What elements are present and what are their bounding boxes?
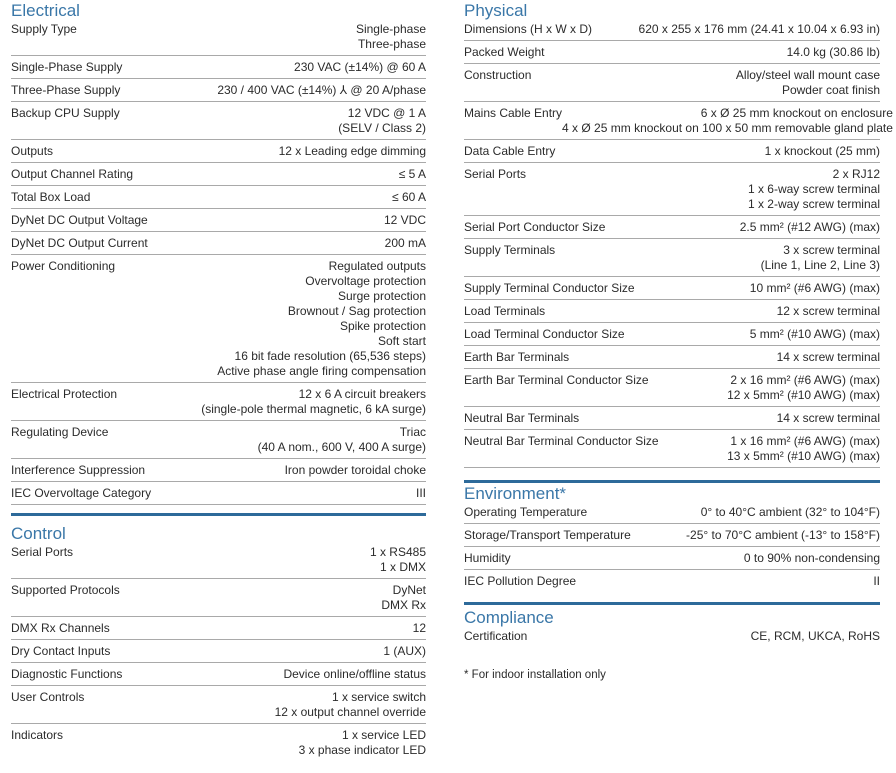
spec-row: [11, 236, 426, 255]
spec-value: [384, 213, 426, 228]
spec-value-line: 14.0 kg (30.86 lb): [786, 45, 880, 59]
spec-value: [279, 144, 426, 159]
right-column: [464, 0, 893, 683]
spec-value-line: 12 VDC: [383, 213, 426, 227]
spec-label: User Controls: [11, 690, 85, 704]
spec-label: Neutral Bar Terminals: [464, 411, 580, 425]
spec-value-line: 230 / 400 VAC (±14%) ⅄ @ 20 A/phase: [217, 83, 426, 97]
spec-value: [413, 621, 426, 636]
spec-value-line: Surge protection: [337, 289, 426, 303]
spec-row: [11, 667, 426, 686]
spec-value-line: 1 (AUX): [383, 644, 426, 658]
spec-label: Total Box Load: [11, 190, 91, 204]
spec-value-line: Device online/offline status: [283, 667, 426, 681]
spec-label: Supply Terminals: [464, 243, 556, 257]
spec-row: [11, 106, 426, 140]
spec-label: Earth Bar Terminals: [464, 350, 570, 364]
spec-value: [727, 373, 880, 403]
spec-value-line: 13 x 5mm² (#10 AWG) (max): [727, 449, 880, 463]
spec-value-line: 6 x Ø 25 mm knockout on enclosure: [700, 106, 893, 120]
spec-value: [748, 167, 880, 212]
spec-row: [11, 690, 426, 724]
spec-row: [464, 304, 880, 323]
spec-value-line: 4 x Ø 25 mm knockout on 100 x 50 mm removable gland plate: [562, 121, 893, 135]
spec-value-line: 14 x screw terminal: [776, 350, 880, 364]
spec-value-line: 12 x screw terminal: [776, 304, 880, 318]
spec-label: Construction: [464, 68, 532, 82]
spec-value: [639, 22, 880, 37]
spec-row: [464, 505, 880, 524]
spec-value: [765, 144, 880, 159]
spec-label: Serial Ports: [11, 545, 74, 559]
spec-value: [777, 350, 880, 365]
environment-heading: Environment*: [464, 484, 567, 503]
spec-value: [399, 167, 426, 182]
spec-value-line: Active phase angle firing compensation: [217, 364, 426, 378]
spec-row: [464, 68, 880, 102]
spec-value-line: ≤ 60 A: [392, 190, 426, 204]
spec-value: [294, 60, 426, 75]
spec-value: [751, 629, 880, 644]
spec-label: Diagnostic Functions: [11, 667, 123, 681]
spec-row: [464, 45, 880, 64]
physical-heading: Physical: [464, 1, 528, 20]
spec-row: [11, 545, 426, 579]
spec-value-line: II: [873, 574, 880, 588]
spec-value: [416, 486, 426, 501]
spec-label: Storage/Transport Temperature: [464, 528, 631, 542]
compliance-table: [464, 629, 880, 647]
spec-value-line: Iron powder toroidal choke: [284, 463, 426, 477]
spec-label: Humidity: [464, 551, 511, 565]
spec-label: Neutral Bar Terminal Conductor Size: [464, 434, 659, 448]
spec-value-line: (single-pole thermal magnetic, 6 kA surge): [201, 402, 426, 416]
spec-value-line: Powder coat finish: [781, 83, 880, 97]
spec-row: [464, 144, 880, 163]
spec-value: [686, 528, 880, 543]
spec-row: [464, 411, 880, 430]
spec-value-line: 1 x service switch: [331, 690, 426, 704]
spec-label: Packed Weight: [464, 45, 545, 59]
spec-value-line: Spike protection: [339, 319, 426, 333]
spec-value: [381, 583, 426, 613]
spec-value-line: 0 to 90% non-condensing: [743, 551, 880, 565]
spec-label: Earth Bar Terminal Conductor Size: [464, 373, 649, 387]
spec-row: [11, 728, 426, 761]
spec-row: [11, 60, 426, 79]
spec-label: Indicators: [11, 728, 64, 742]
spec-value-line: 620 x 255 x 176 mm (24.41 x 10.04 x 6.93 in): [638, 22, 880, 36]
spec-label: Backup CPU Supply: [11, 106, 120, 120]
spec-value-line: 12: [412, 621, 426, 635]
spec-value: [740, 220, 880, 235]
spec-value-line: (Line 1, Line 2, Line 3): [760, 258, 880, 272]
spec-row: [11, 621, 426, 640]
spec-value-line: 16 bit fade resolution (65,536 steps): [234, 349, 426, 363]
spec-row: [464, 528, 880, 547]
spec-value-line: 1 x 16 mm² (#6 AWG) (max): [730, 434, 880, 448]
spec-row: [464, 373, 880, 407]
spec-value-line: 12 x 5mm² (#10 AWG) (max): [727, 388, 880, 402]
spec-value-line: Soft start: [377, 334, 426, 348]
spec-label: Mains Cable Entry: [464, 106, 563, 120]
spec-value-line: 12 x output channel override: [274, 705, 426, 719]
spec-value-line: 5 mm² (#10 AWG) (max): [749, 327, 880, 341]
spec-value: [777, 411, 880, 426]
spec-value-line: 1 x service LED: [341, 728, 426, 742]
spec-value: [777, 304, 880, 319]
spec-label: IEC Pollution Degree: [464, 574, 577, 588]
spec-row: [11, 190, 426, 209]
spec-value-line: DyNet: [392, 583, 426, 597]
spec-value: [873, 574, 880, 589]
spec-row: [11, 583, 426, 617]
spec-row: [11, 167, 426, 186]
spec-label: Operating Temperature: [464, 505, 588, 519]
spec-label: Serial Port Conductor Size: [464, 220, 606, 234]
spec-value-line: ≤ 5 A: [398, 167, 426, 181]
spec-label: IEC Overvoltage Category: [11, 486, 152, 500]
spec-value: [701, 505, 880, 520]
spec-label: Dimensions (H x W x D): [464, 22, 593, 36]
spec-value-line: Alloy/steel wall mount case: [735, 68, 880, 82]
spec-label: Dry Contact Inputs: [11, 644, 111, 658]
spec-value: [283, 667, 426, 682]
spec-row: [11, 387, 426, 421]
spec-row: [464, 350, 880, 369]
spec-value-line: CE, RCM, UKCA, RoHS: [750, 629, 880, 643]
spec-label: Certification: [464, 629, 528, 643]
spec-label: Serial Ports: [464, 167, 527, 181]
spec-value: [217, 259, 426, 379]
spec-row: [11, 22, 426, 56]
spec-label: Three-Phase Supply: [11, 83, 121, 97]
spec-value-line: Three-phase: [357, 37, 426, 51]
spec-label: Power Conditioning: [11, 259, 116, 273]
spec-row: [464, 167, 880, 216]
spec-value-line: (40 A nom., 600 V, 400 A surge): [257, 440, 426, 454]
spec-row: [11, 644, 426, 663]
spec-label: Single-Phase Supply: [11, 60, 123, 74]
spec-value-line: Regulated outputs: [328, 259, 426, 273]
spec-value-line: 1 x 6-way screw terminal: [747, 182, 880, 196]
spec-label: Load Terminals: [464, 304, 546, 318]
spec-row: [11, 213, 426, 232]
spec-row: [11, 425, 426, 459]
spec-value-line: 10 mm² (#6 AWG) (max): [749, 281, 880, 295]
spec-row: [464, 551, 880, 570]
spec-label: Supply Type: [11, 22, 77, 36]
spec-row: [11, 83, 426, 102]
spec-value: [383, 644, 426, 659]
spec-row: [464, 574, 880, 592]
spec-label: Data Cable Entry: [464, 144, 556, 158]
spec-value: [750, 327, 880, 342]
spec-row: [464, 281, 880, 300]
compliance-divider: [464, 602, 880, 605]
spec-value: [736, 68, 880, 98]
spec-value: [338, 106, 426, 136]
spec-value-line: 230 VAC (±14%) @ 60 A: [294, 60, 426, 74]
spec-value-line: 2.5 mm² (#12 AWG) (max): [739, 220, 880, 234]
spec-value: [787, 45, 880, 60]
spec-label: DMX Rx Channels: [11, 621, 110, 635]
physical-table: [464, 22, 893, 468]
spec-row: [464, 22, 880, 41]
spec-value: [761, 243, 880, 273]
spec-label: Output Channel Rating: [11, 167, 134, 181]
spec-value: [385, 236, 426, 251]
spec-value-line: Brownout / Sag protection: [287, 304, 426, 318]
spec-value-line: (SELV / Class 2): [338, 121, 426, 135]
spec-label: Supported Protocols: [11, 583, 120, 597]
control-divider: [11, 513, 426, 516]
spec-label: Load Terminal Conductor Size: [464, 327, 625, 341]
spec-value-line: 2 x 16 mm² (#6 AWG) (max): [730, 373, 880, 387]
spec-label: Outputs: [11, 144, 54, 158]
spec-value-line: -25° to 70°C ambient (-13° to 158°F): [686, 528, 880, 542]
spec-value: [750, 281, 880, 296]
spec-value-line: 1 x RS485: [369, 545, 426, 559]
spec-label: Regulating Device: [11, 425, 109, 439]
spec-label: Electrical Protection: [11, 387, 118, 401]
spec-label: DyNet DC Output Current: [11, 236, 148, 250]
electrical-heading: Electrical: [11, 1, 80, 20]
footnote: * For indoor installation only: [464, 669, 606, 681]
spec-value: [299, 728, 426, 758]
spec-value-line: 12 x Leading edge dimming: [278, 144, 426, 158]
spec-row: [11, 463, 426, 482]
spec-value-line: 1 x 2-way screw terminal: [747, 197, 880, 211]
spec-value: [285, 463, 426, 478]
spec-row: [11, 259, 426, 383]
spec-value-line: 200 mA: [384, 236, 426, 250]
spec-row: [464, 327, 880, 346]
spec-row: [464, 220, 880, 239]
spec-value-line: 0° to 40°C ambient (32° to 104°F): [700, 505, 880, 519]
spec-row: [464, 106, 893, 140]
spec-label: Interference Suppression: [11, 463, 146, 477]
spec-value-line: Overvoltage protection: [305, 274, 426, 288]
spec-value-line: 14 x screw terminal: [776, 411, 880, 425]
spec-value-line: Triac: [399, 425, 426, 439]
control-table: [11, 545, 426, 761]
spec-value: [217, 83, 426, 98]
spec-value-line: 12 x 6 A circuit breakers: [298, 387, 426, 401]
spec-value-line: III: [415, 486, 426, 500]
spec-value-line: Single-phase: [355, 22, 426, 36]
left-column: [11, 0, 426, 765]
control-heading: Control: [11, 524, 66, 543]
spec-value: [392, 190, 426, 205]
spec-row: [464, 629, 880, 647]
spec-row: [464, 434, 880, 468]
spec-value: [562, 106, 893, 136]
compliance-heading: Compliance: [464, 608, 554, 627]
spec-label: Supply Terminal Conductor Size: [464, 281, 635, 295]
spec-value-line: 2 x RJ12: [832, 167, 880, 181]
spec-value: [727, 434, 880, 464]
spec-value-line: 3 x screw terminal: [783, 243, 880, 257]
spec-row: [11, 144, 426, 163]
spec-value: [258, 425, 426, 455]
environment-table: [464, 505, 880, 592]
spec-row: [11, 486, 426, 505]
spec-value: [744, 551, 880, 566]
spec-label: DyNet DC Output Voltage: [11, 213, 148, 227]
electrical-table: [11, 22, 426, 505]
spec-value: [370, 545, 426, 575]
spec-value-line: 1 x knockout (25 mm): [764, 144, 880, 158]
spec-value-line: 3 x phase indicator LED: [298, 743, 426, 757]
spec-value: [275, 690, 426, 720]
spec-row: [464, 243, 880, 277]
spec-value-line: 1 x DMX: [379, 560, 426, 574]
spec-value-line: 12 VDC @ 1 A: [347, 106, 426, 120]
spec-value: [201, 387, 426, 417]
spec-value-line: DMX Rx: [381, 598, 426, 612]
spec-value: [356, 22, 426, 52]
